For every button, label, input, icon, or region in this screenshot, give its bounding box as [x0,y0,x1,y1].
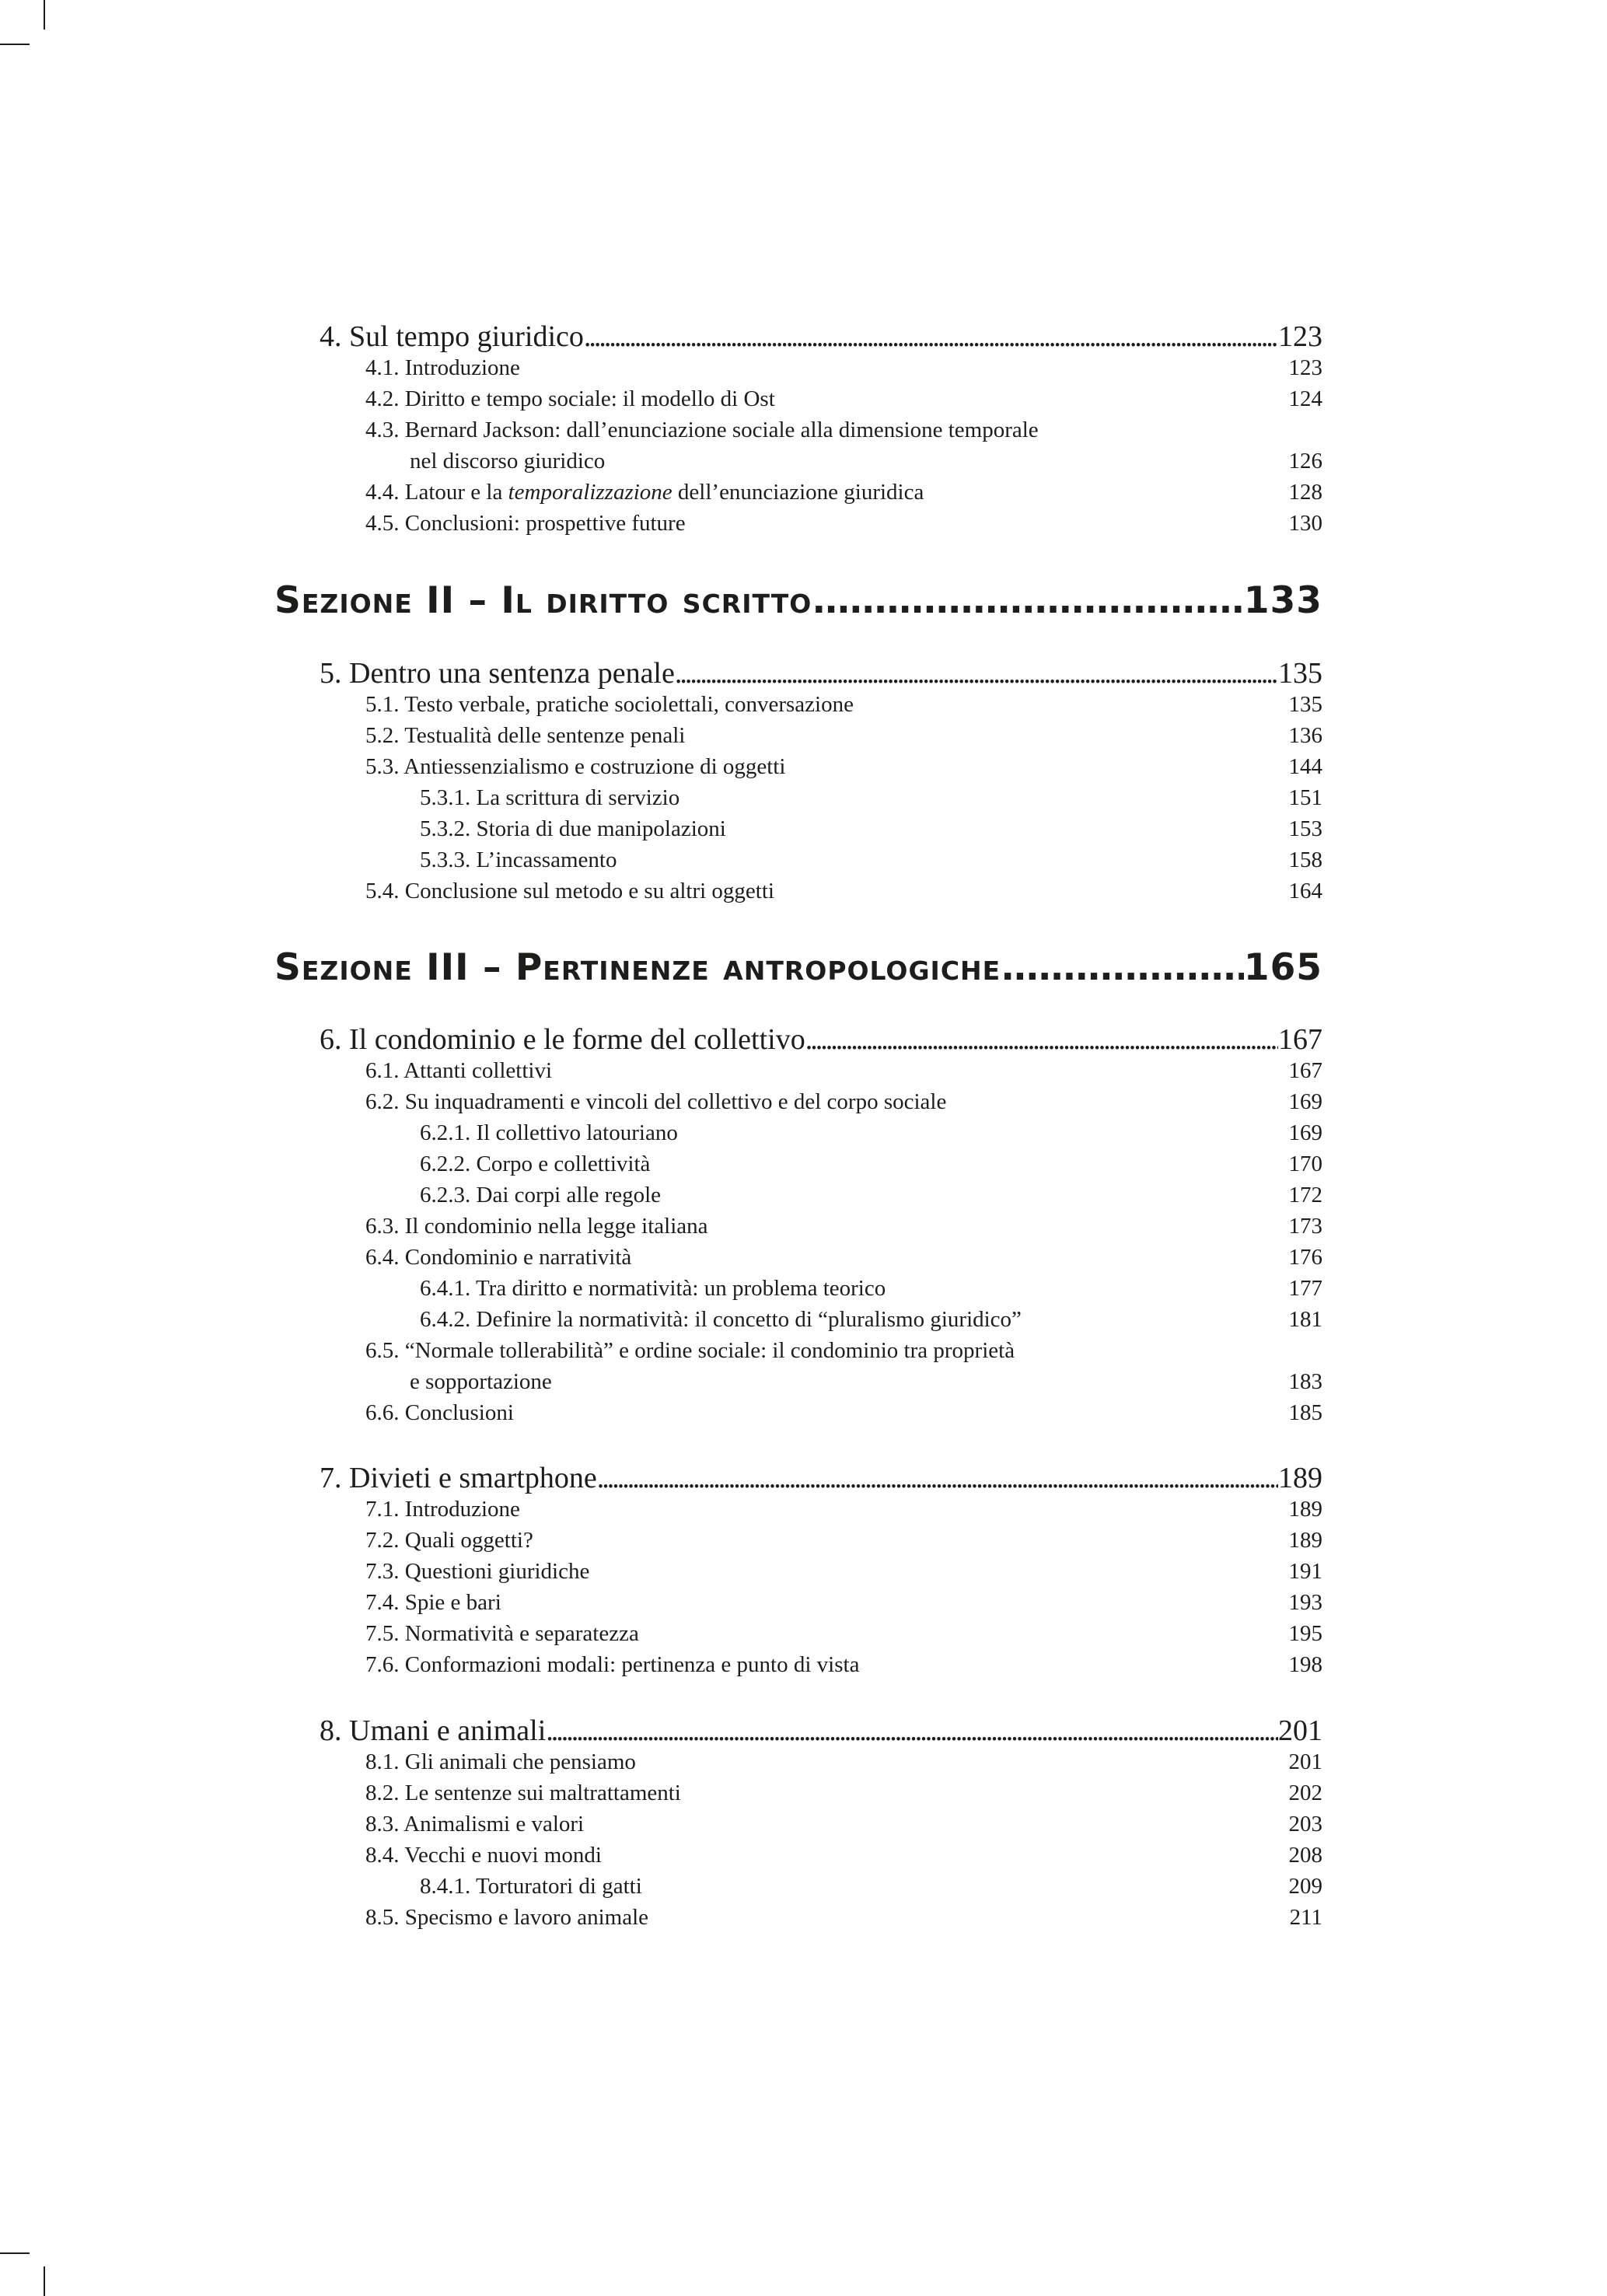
toc-section-6-2-3: 6.2.3. Dai corpi alle regole 172 [420,1180,1322,1210]
toc-section-8-3: 8.3. Animalismi e valori 203 [365,1809,1322,1839]
page-number: 164 [1288,879,1322,903]
toc-section-7-1: 7.1. Introduzione 189 [365,1494,1322,1524]
toc-section-8-1: 8.1. Gli animali che pensiamo 201 [365,1747,1322,1777]
leader-dots [597,1460,1278,1496]
page-number: 208 [1288,1843,1322,1868]
toc-section-4-2: 4.2. Diritto e tempo sociale: il modello di Ost 124 [365,384,1322,414]
toc-section-5-3-1: 5.3.1. La scrittura di servizio 151 [420,783,1322,813]
page-number: 203 [1288,1812,1322,1836]
toc-section-7-2: 7.2. Quali oggetti? 189 [365,1525,1322,1555]
toc-section-7-3: 7.3. Questioni giuridiche 191 [365,1557,1322,1586]
page-number: 165 [1243,946,1322,989]
page-number: 177 [1288,1276,1322,1301]
toc-section-6-4: 6.4. Condominio e narratività 176 [365,1242,1322,1272]
page-number: 153 [1288,816,1322,841]
toc-section-7-6: 7.6. Conformazioni modali: pertinenza e punto di vista 198 [365,1650,1322,1679]
page-number: 135 [1288,692,1322,717]
toc-section-4-3-line1: 4.3. Bernard Jackson: dall’enunciazione sociale alla dimensione temporale [365,418,1039,442]
toc-section-6-3: 6.3. Il condominio nella legge italiana 173 [365,1211,1322,1241]
page-number: 123 [1288,355,1322,380]
toc-section-6-5-line2: e sopportazione 183 [410,1367,1322,1396]
page-number: 176 [1288,1245,1322,1270]
toc-part-2: Sezione II – Il diritto scritto ..... 133 [274,578,1322,624]
toc-part-3: Sezione III – Pertinenze antropologiche ..... 165 [274,945,1322,991]
page-number: 172 [1288,1183,1322,1207]
toc-section-5-3-3: 5.3.3. L’incassamento 158 [420,845,1322,875]
page-number: 189 [1278,1462,1322,1494]
page-number: 136 [1288,723,1322,748]
toc-section-6-6: 6.6. Conclusioni 185 [365,1398,1322,1428]
page-number: 211 [1289,1905,1322,1930]
page-number: 191 [1288,1559,1322,1584]
toc-section-5-4: 5.4. Conclusione sul metodo e su altri oggetti 164 [365,876,1322,906]
toc-chapter-7: 7. Divieti e smartphone ..... 189 [320,1460,1322,1496]
page-number: 133 [1243,579,1322,622]
page-number: 209 [1288,1874,1322,1899]
page-number: 169 [1288,1089,1322,1114]
page-number: 181 [1288,1307,1322,1332]
toc-section-4-1: 4.1. Introduzione 123 [365,353,1322,383]
page-number: 202 [1288,1781,1322,1805]
toc-section-8-2: 8.2. Le sentenze sui maltrattamenti 202 [365,1778,1322,1808]
toc-section-6-4-1: 6.4.1. Tra diritto e normatività: un problema teorico 177 [420,1274,1322,1303]
page-number: 169 [1288,1120,1322,1145]
toc-section-5-3: 5.3. Antiessenzialismo e costruzione di oggetti 144 [365,752,1322,781]
toc-section-7-4: 7.4. Spie e bari 193 [365,1588,1322,1617]
toc-section-6-2-1: 6.2.1. Il collettivo latouriano 169 [420,1118,1322,1148]
toc-chapter-4: 4. Sul tempo giuridico ..... 123 [320,319,1322,355]
page-number: 123 [1278,320,1322,353]
toc-section-4-5: 4.5. Conclusioni: prospettive future 130 [365,508,1322,538]
toc-section-5-2: 5.2. Testualità delle sentenze penali 136 [365,721,1322,750]
leader-dots [546,1713,1278,1749]
page-number: 170 [1288,1151,1322,1176]
page-number: 144 [1288,754,1322,779]
page-number: 193 [1288,1590,1322,1615]
leader-dots [675,655,1278,691]
toc-section-8-5: 8.5. Specismo e lavoro animale 211 [365,1903,1322,1932]
page-number: 183 [1288,1369,1322,1394]
leader-dots [812,578,1244,624]
page-number: 185 [1288,1400,1322,1425]
page-number: 128 [1288,480,1322,505]
page-number: 135 [1278,657,1322,690]
page-number: 167 [1278,1023,1322,1056]
leader-dots [805,1022,1278,1057]
toc-chapter-5: 5. Dentro una sentenza penale ..... 135 [320,655,1322,691]
toc-section-8-4-1: 8.4.1. Torturatori di gatti 209 [420,1871,1322,1901]
page-number: 201 [1278,1714,1322,1747]
page-number: 173 [1288,1214,1322,1239]
toc-chapter-8: 8. Umani e animali ..... 201 [320,1713,1322,1749]
page-number: 126 [1288,449,1322,474]
leader-dots [584,319,1278,355]
page-number: 130 [1288,511,1322,536]
toc-chapter-6: 6. Il condominio e le forme del collettivo ..... 167 [320,1022,1322,1057]
leader-dots [1001,945,1244,991]
toc-section-8-4: 8.4. Vecchi e nuovi mondi 208 [365,1840,1322,1870]
page-number: 189 [1288,1497,1322,1522]
toc-section-5-1: 5.1. Testo verbale, pratiche sociolettali, conversazione 135 [365,690,1322,719]
toc-section-6-2-2: 6.2.2. Corpo e collettività 170 [420,1149,1322,1179]
toc-section-6-5-line1: 6.5. “Normale tollerabilità” e ordine sociale: il condominio tra proprietà [365,1338,1015,1363]
page-number: 195 [1288,1621,1322,1646]
toc-section-6-1: 6.1. Attanti collettivi 167 [365,1056,1322,1085]
toc-section-4-4: 4.4. Latour e la temporalizzazione dell’enunciazione giuridica 128 [365,477,1322,507]
page-number: 167 [1288,1058,1322,1083]
page-number: 124 [1288,386,1322,411]
page-number: 198 [1288,1652,1322,1677]
page-number: 151 [1288,785,1322,810]
page-number: 201 [1288,1749,1322,1774]
page-number: 158 [1288,847,1322,872]
page-number: 189 [1288,1528,1322,1553]
toc-section-7-5: 7.5. Normatività e separatezza 195 [365,1619,1322,1648]
toc-section-4-3-line2: nel discorso giuridico 126 [410,446,1322,476]
toc-section-6-2: 6.2. Su inquadramenti e vincoli del collettivo e del corpo sociale 169 [365,1087,1322,1117]
toc-section-6-4-2: 6.4.2. Definire la normatività: il concetto di “pluralismo giuridico” 181 [420,1305,1322,1334]
toc-section-5-3-2: 5.3.2. Storia di due manipolazioni 153 [420,814,1322,844]
